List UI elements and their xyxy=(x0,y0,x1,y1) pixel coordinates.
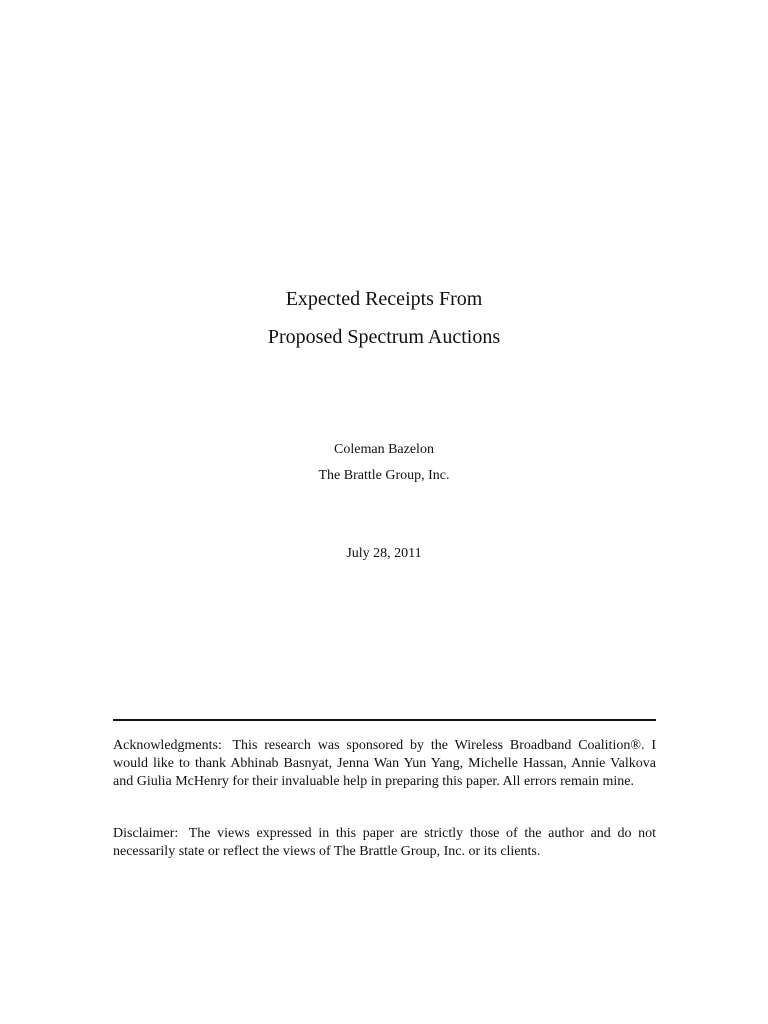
disclaimer-note xyxy=(113,825,656,861)
acknowledgments-text: This research was sponsored by the Wireless Broadband Coalition®. I would like to thank Abhinab Basnyat, Jenna Wan Yun Yang, Michelle Hassan, Annie Valkova and Giulia McHenry for their invaluable help in preparing this paper. All errors remain mine. xyxy=(113,738,657,789)
acknowledgments-note xyxy=(113,737,656,791)
title-line-2: Proposed Spectrum Auctions xyxy=(267,326,501,348)
disclaimer-label: Disclaimer: xyxy=(113,826,179,841)
author-organization: The Brattle Group, Inc. xyxy=(318,468,450,483)
footnote-divider xyxy=(113,719,656,721)
acknowledgments-label: Acknowledgments: xyxy=(113,738,222,753)
title-line-1: Expected Receipts From xyxy=(285,288,483,310)
disclaimer-text: The views expressed in this paper are strictly those of the author and do not necessarily state or reflect the views of The Brattle Group, Inc. or its clients. xyxy=(113,826,657,859)
document-date: July 28, 2011 xyxy=(346,546,422,561)
author-name: Coleman Bazelon xyxy=(334,442,434,457)
